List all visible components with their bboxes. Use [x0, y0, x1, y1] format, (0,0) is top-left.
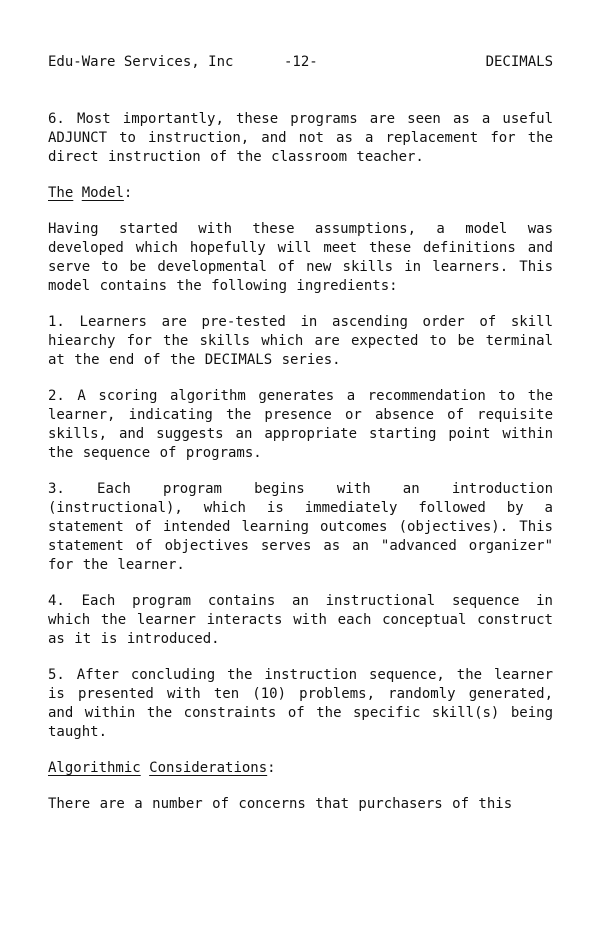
heading-model-word-2: Model: [81, 185, 124, 201]
page-header: [48, 52, 553, 76]
list-item-3: 3. Each program begins with an introduction (instructional), which is immediately followed by a statement of intended learning outcomes (objectives). This statement of objectives serves as an "advanced organizer" for the learner.: [48, 481, 553, 573]
header-publisher: Edu-Ware Services, Inc: [48, 54, 234, 70]
list-item-2: 2. A scoring algorithm generates a recommendation to the learner, indicating the presence or absence of requisite skills, and suggests an appropriate starting point within the sequence of programs.: [48, 388, 553, 461]
header-series-title: DECIMALS: [485, 54, 553, 70]
heading-alg-word-1: Algorithmic: [48, 760, 141, 776]
page-body: [48, 110, 553, 814]
paragraph-model-intro: Having started with these assumptions, a model was developed which hopefully will meet these definitions and serve to be developmental of new skills in learners. This model contains the following ingredients:: [48, 221, 553, 294]
heading-model-colon: :: [123, 185, 133, 201]
list-item-5: 5. After concluding the instruction sequence, the learner is presented with ten (10) problems, randomly generated, and within the constraints of the specific skill(s) being taught.: [48, 667, 553, 740]
list-item-4: 4. Each program contains an instructional sequence in which the learner interacts with each conceptual construct as it is introduced.: [48, 593, 553, 647]
list-item-1: 1. Learners are pre-tested in ascending order of skill hiearchy for the skills which are expected to be terminal at the end of the DECIMALS series.: [48, 314, 553, 368]
paragraph-item-6: 6. Most importantly, these programs are seen as a useful ADJUNCT to instruction, and not as a replacement for the direct instruction of the classroom teacher.: [48, 111, 553, 165]
heading-alg-word-2: Considerations: [149, 760, 268, 776]
section-heading-algorithmic: [48, 759, 553, 778]
header-page-number: -12-: [284, 54, 318, 70]
heading-alg-colon: :: [267, 760, 276, 776]
heading-model-word-1: The: [48, 185, 74, 201]
paragraph-concerns: There are a number of concerns that purchasers of this: [48, 796, 513, 812]
section-heading-model: [48, 184, 553, 203]
